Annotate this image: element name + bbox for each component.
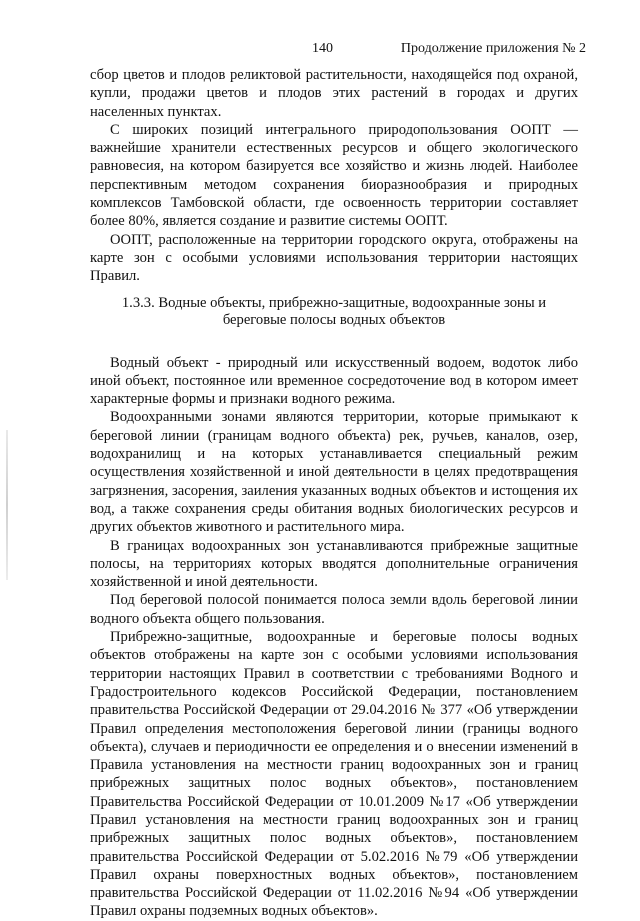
paragraph: С широких позиций интегрального природопользования ООПТ — важнейшие хранители естественных ресурсов и общего экологического равновесия, на котором базируется все хозяйство и жизнь людей. Наиболее перспективным методом сохранения биоразнообразия и природных комплексов Тамбовской области, где освоенность территории составляет более 80%, является создание и развитие системы ООПТ.: [90, 121, 578, 230]
document-body: [90, 66, 578, 921]
page-number: 140: [312, 41, 333, 56]
section-heading: [90, 295, 578, 329]
section-heading-line: 1.3.3. Водные объекты, прибрежно-защитные, водоохранные зоны и: [121, 294, 547, 311]
paragraph: Водный объект - природный или искусственный водоем, водоток либо иной объект, постоянное или временное сосредоточение вод в котором имеет характерные формы и признаки водного режима.: [90, 354, 578, 408]
paragraph: Прибрежно-защитные, водоохранные и береговые полосы водных объектов отображены на карте зон с особыми условиями использования территории настоящих Правил в соответствии с требованиями Водного и Градостроительного кодексов Российской Федерации, постановлением правительства Российской Федерации от 29.04.2016 № 377 «Об утверждении Правил определения местоположения береговой линии (границы водного объекта), случаев и периодичности ее определения и о внесении изменений в Правила установления на местности границ водоохранных зон и границ прибрежных защитных полос водных объектов», постановлением Правительства Российской Федерации от 10.01.2009 №17 «Об утверждении Правил установления на местности границ водоохранных зон и границ прибрежных защитных полос водных объектов», постановлением правительства Российской Федерации от 5.02.2016 №79 «Об утверждении Правил охраны поверхностных водных объектов», постановлением правительства Российской Федерации от 11.02.2016 №94 «Об утверждении Правил охраны подземных водных объектов».: [90, 629, 578, 920]
paragraph: В границах водоохранных зон устанавливаются прибрежные защитные полосы, на территориях которых вводятся дополнительные ограничения хозяйственной и иной деятельности.: [90, 537, 578, 591]
running-title: Продолжение приложения № 2: [400, 41, 586, 56]
scan-margin-artifact: [6, 430, 8, 580]
paragraph: сбор цветов и плодов реликтовой растительности, находящейся под охраной, купли, продажи цветов и плодов этих растений в городах и других населенных пунктах.: [90, 67, 578, 120]
paragraph: Водоохранными зонами являются территории, которые примыкают к береговой линии (границам водного объекта) рек, ручьев, каналов, озер, водохранилищ и на которых устанавливается специальный режим осуществления хозяйственной и иной деятельности в целях предотвращения загрязнения, засорения, заиления указанных водных объектов и истощения их вод, а также сохранения среды обитания водных биологических ресурсов и других объектов животного и растительного мира.: [90, 409, 578, 536]
paragraph: ООПТ, расположенные на территории городского округа, отображены на карте зон с особыми условиями использования территории настоящих Правил.: [90, 231, 578, 285]
section-heading-line: береговые полосы водных объектов: [222, 311, 446, 328]
paragraph: Под береговой полосой понимается полоса земли вдоль береговой линии водного объекта общего пользования.: [90, 592, 578, 627]
